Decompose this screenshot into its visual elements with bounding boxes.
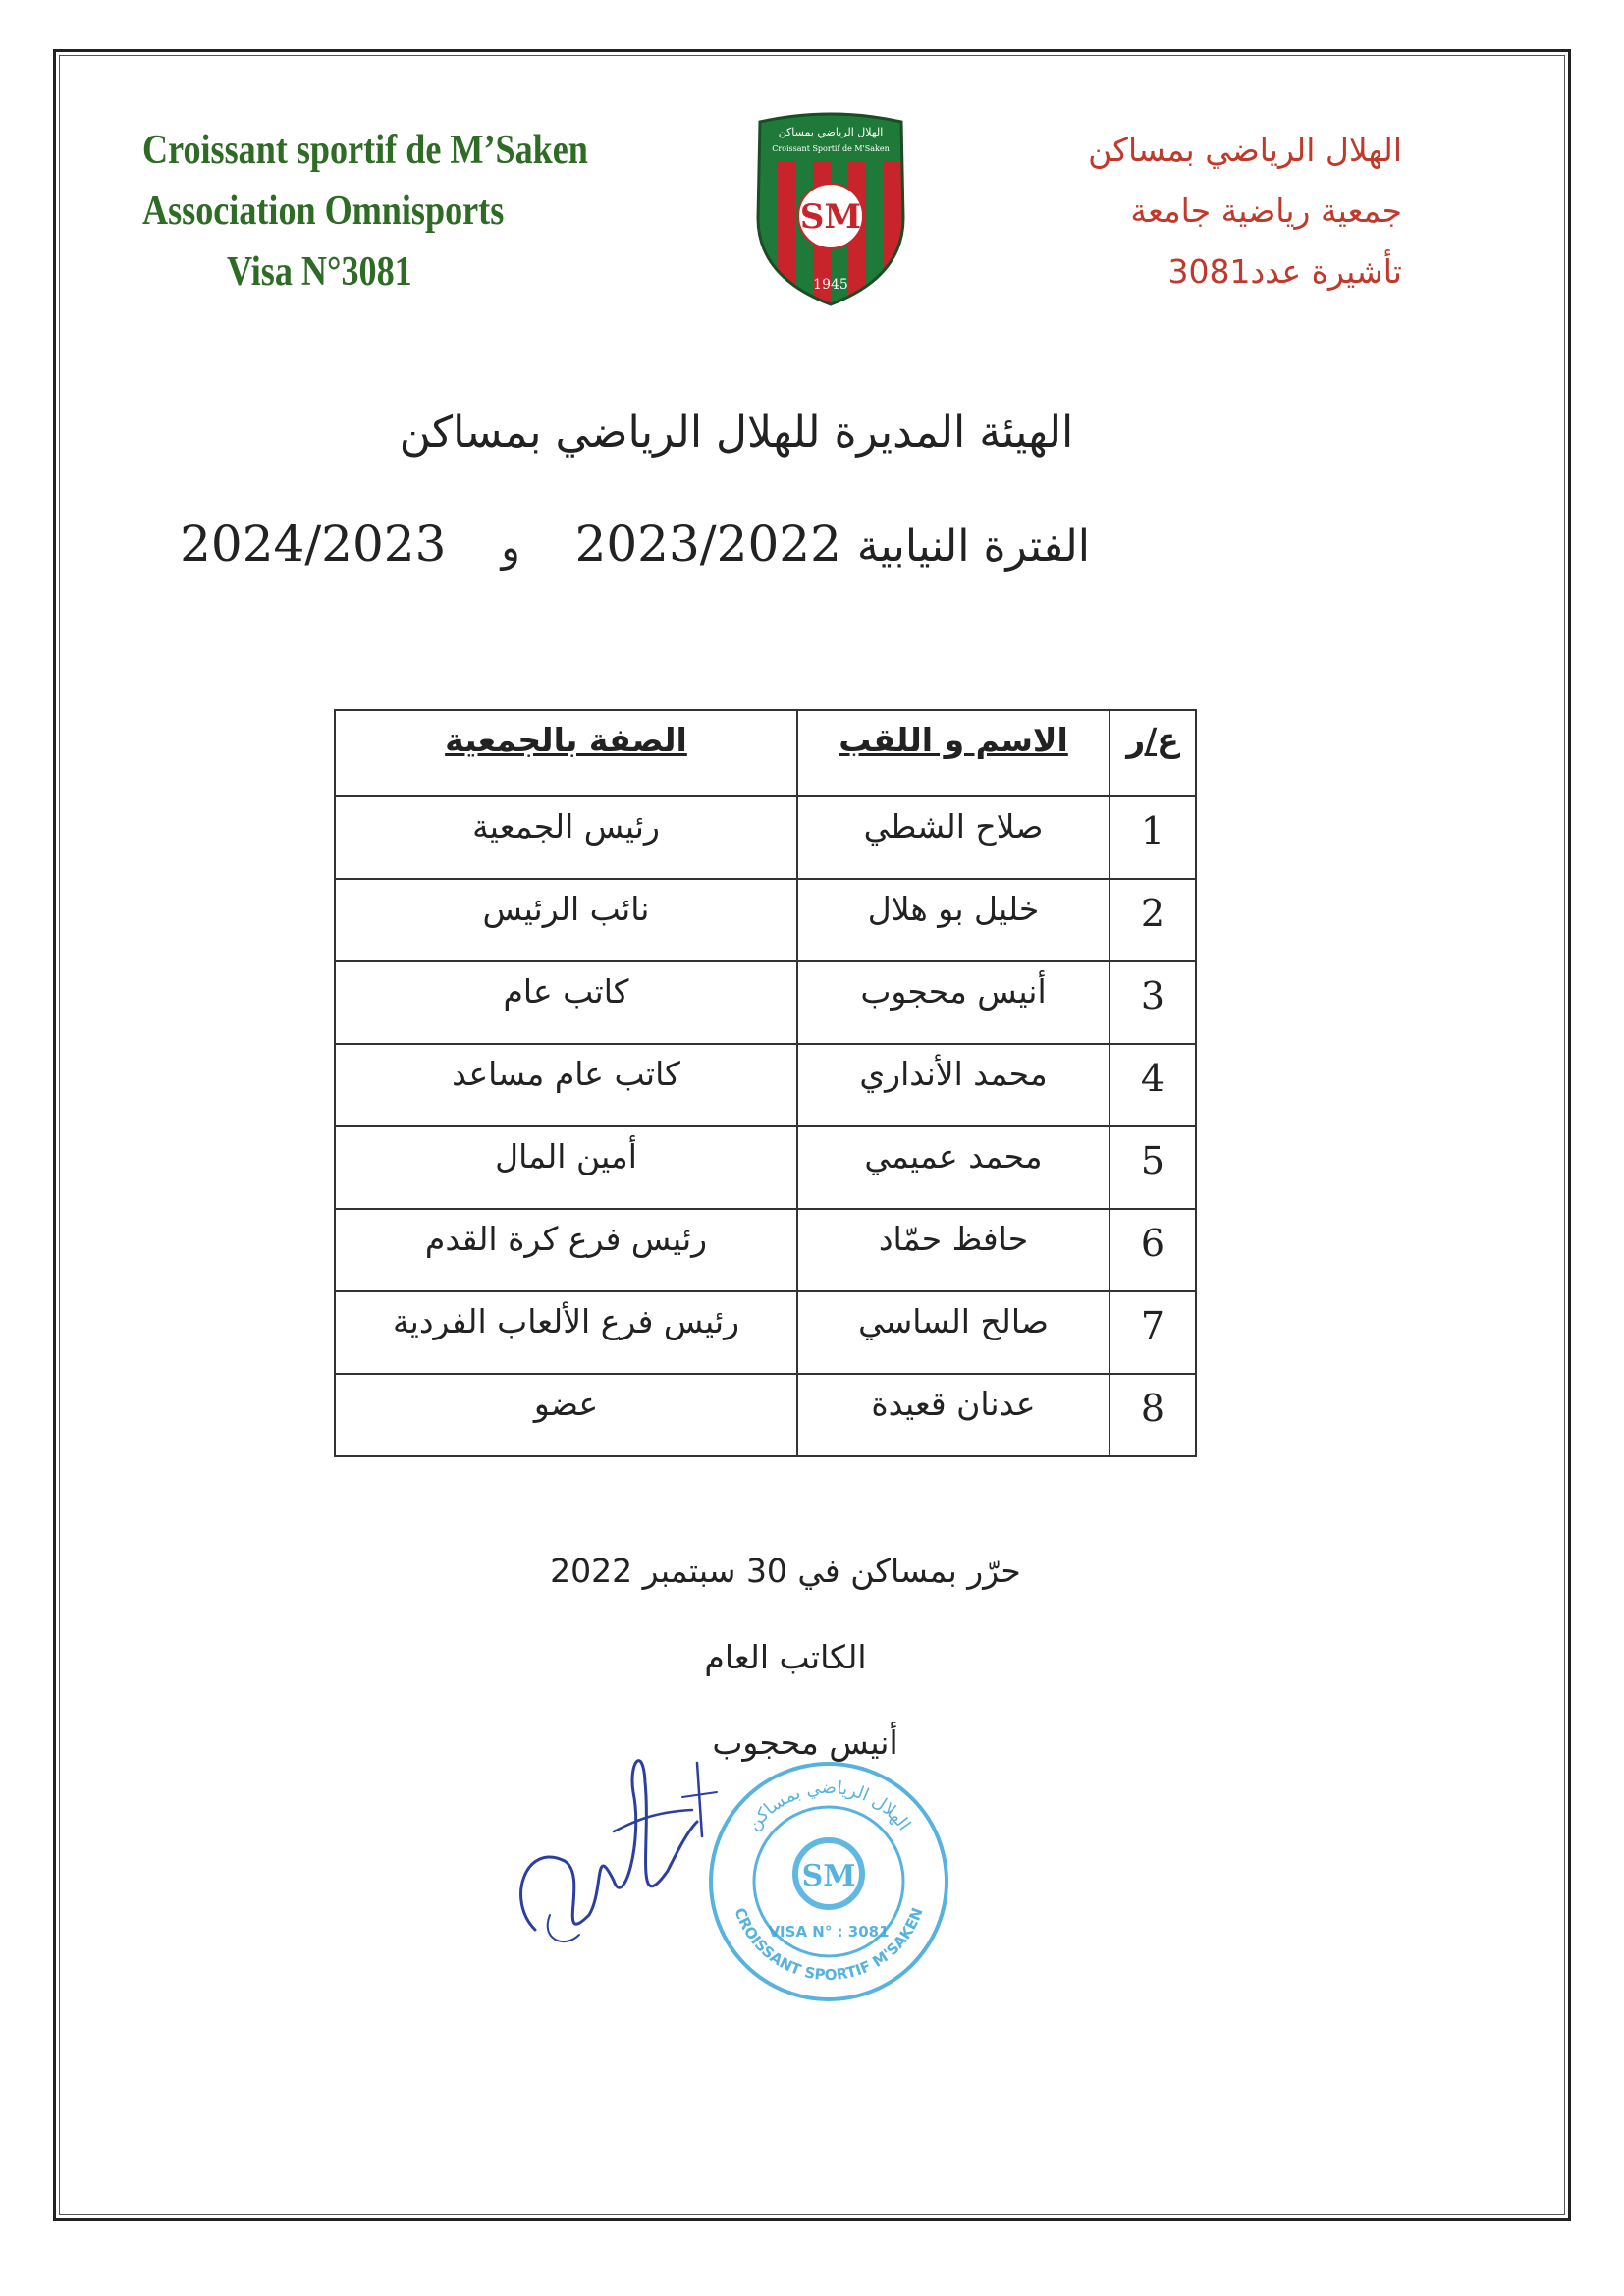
- crest-arabic-text: الهلال الرياضي بمساكن: [778, 126, 884, 138]
- member-role: أمين المال: [335, 1126, 797, 1209]
- period-term-2: 2024/2023: [180, 516, 447, 573]
- mandate-period: [180, 516, 1090, 573]
- table-row: [335, 1291, 1196, 1374]
- row-number: 8: [1110, 1374, 1196, 1456]
- member-role: عضو: [335, 1374, 797, 1456]
- crest-year: 1945: [813, 277, 848, 293]
- club-name-line: Croissant sportif de M’Saken: [142, 128, 588, 173]
- row-number: 1: [1110, 796, 1196, 879]
- table-row: [335, 796, 1196, 879]
- club-name-ar-line: الهلال الرياضي بمساكن: [1088, 131, 1402, 169]
- member-name: حافظ حمّاد: [797, 1209, 1110, 1291]
- place-date: حرّر بمساكن في 30 سبتمبر 2022: [550, 1552, 1021, 1590]
- stamp-arabic-text: الهلال الرياضي بمساكن: [742, 1777, 915, 1835]
- member-role: كاتب عام: [335, 961, 797, 1044]
- document-title: الهيئة المديرة للهلال الرياضي بمساكن: [399, 408, 1074, 458]
- row-number: 3: [1110, 961, 1196, 1044]
- member-role: نائب الرئيس: [335, 879, 797, 961]
- period-term-1: 2023/2022: [574, 516, 841, 573]
- visa-ar-line: تأشيرة عدد3081: [1167, 252, 1402, 291]
- table-row: [335, 1044, 1196, 1126]
- table-header-row: [335, 710, 1196, 796]
- association-ar-line: جمعية رياضية جامعة: [1130, 191, 1402, 230]
- member-role: رئيس الجمعية: [335, 796, 797, 879]
- association-line: Association Omnisports: [142, 189, 505, 234]
- table-row: [335, 1209, 1196, 1291]
- member-name: أنيس محجوب: [797, 961, 1110, 1044]
- row-number: 4: [1110, 1044, 1196, 1126]
- visa-line: Visa N°3081: [227, 249, 412, 295]
- club-name-latin: [142, 120, 588, 302]
- period-label: الفترة النيابية: [856, 521, 1090, 572]
- row-number: 6: [1110, 1209, 1196, 1291]
- crest-latin-text: Croissant Sportif de M'Saken: [772, 144, 890, 153]
- period-and: و: [501, 525, 520, 571]
- header-role: الصفة بالجمعية: [335, 710, 797, 796]
- member-name: صالح الساسي: [797, 1291, 1110, 1374]
- club-crest-logo: [746, 110, 915, 306]
- row-number: 5: [1110, 1126, 1196, 1209]
- table-row: [335, 879, 1196, 961]
- signatory-role: الكاتب العام: [704, 1638, 867, 1676]
- member-name: عدنان قعيدة: [797, 1374, 1110, 1456]
- club-name-arabic: [950, 120, 1402, 302]
- header-name: الاسم و اللقب: [797, 710, 1110, 796]
- signatory-name: أنيس محجوب: [712, 1723, 898, 1762]
- official-stamp: [705, 1758, 952, 2005]
- stamp-latin-text: CROISSANT SPORTIF M'SAKEN: [731, 1905, 927, 1985]
- member-role: رئيس فرع كرة القدم: [335, 1209, 797, 1291]
- member-name: محمد عميمي: [797, 1126, 1110, 1209]
- row-number: 2: [1110, 879, 1196, 961]
- member-role: كاتب عام مساعد: [335, 1044, 797, 1126]
- member-name: محمد الأنداري: [797, 1044, 1110, 1126]
- row-number: 7: [1110, 1291, 1196, 1374]
- handwritten-signature: [496, 1723, 727, 1979]
- member-role: رئيس فرع الألعاب الفردية: [335, 1291, 797, 1374]
- member-name: خليل بو هلال: [797, 879, 1110, 961]
- header-number: ع/ر: [1110, 710, 1196, 796]
- table-row: [335, 1374, 1196, 1456]
- table-row: [335, 961, 1196, 1044]
- board-members-table: [334, 709, 1197, 1457]
- stamp-monogram: SM: [801, 1859, 856, 1893]
- member-name: صلاح الشطي: [797, 796, 1110, 879]
- crest-monogram: SM: [799, 197, 862, 237]
- table-row: [335, 1126, 1196, 1209]
- stamp-visa-text: VISA N° : 3081: [768, 1923, 890, 1941]
